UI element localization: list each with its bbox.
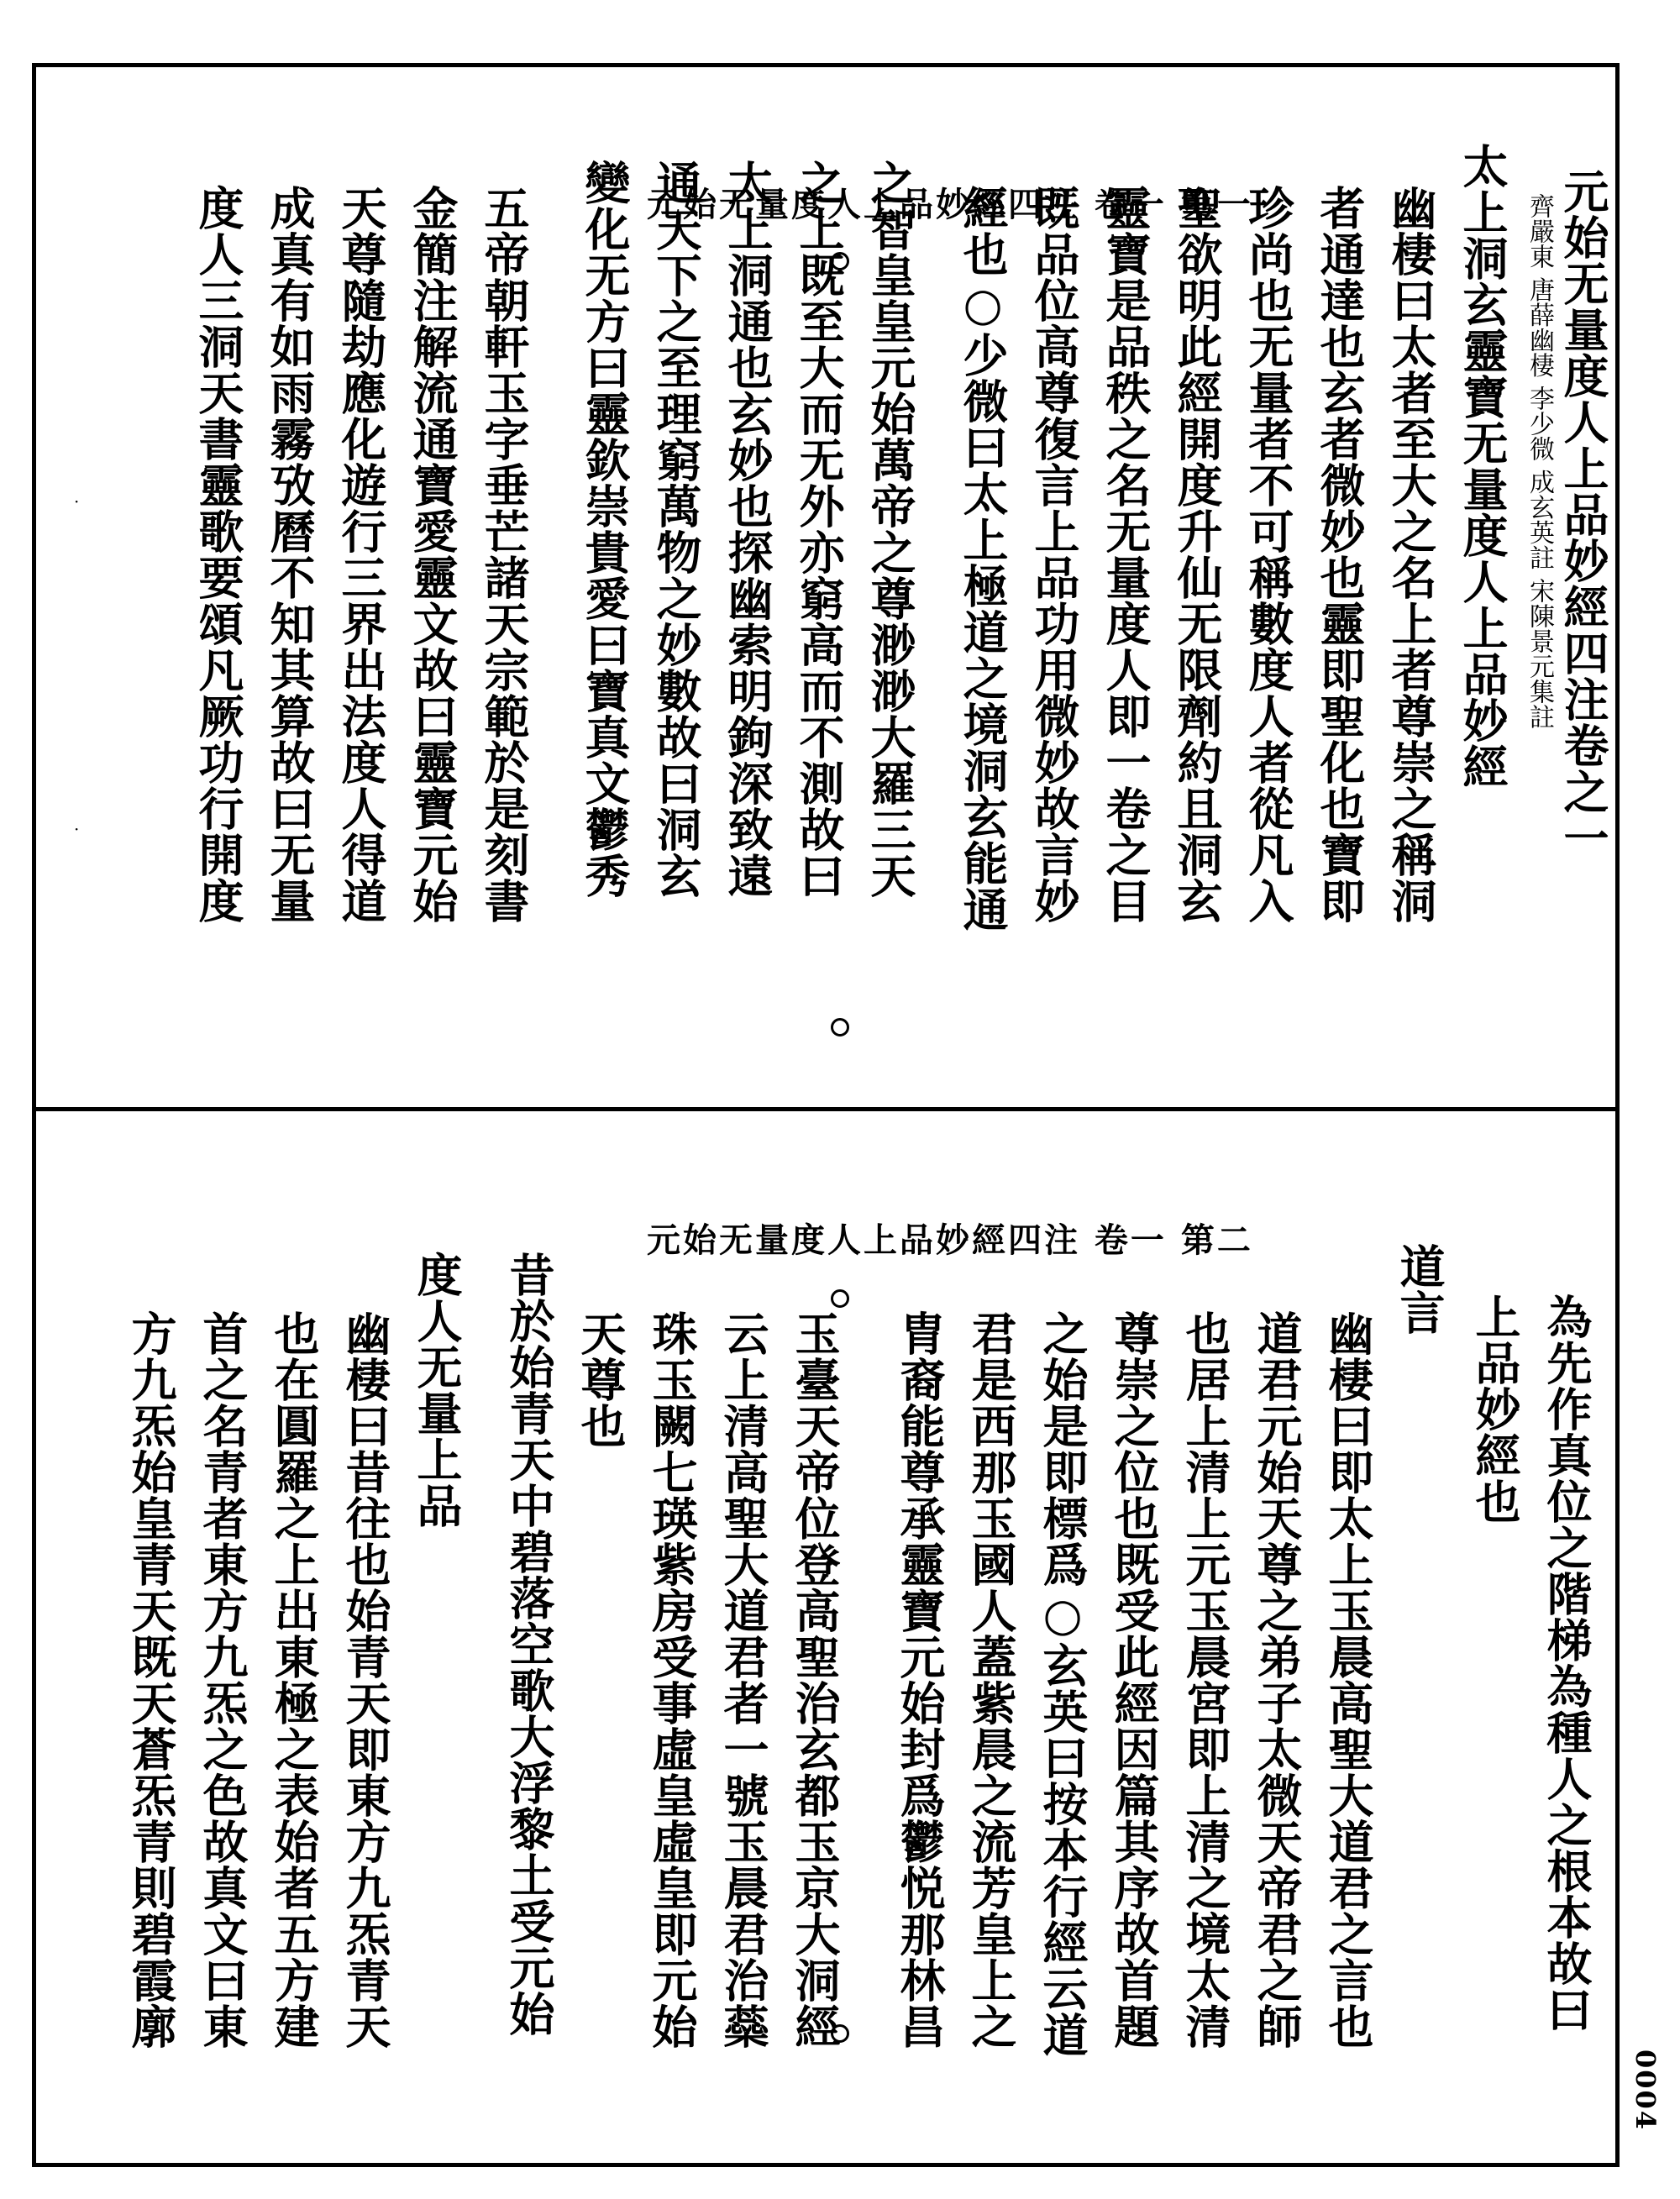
commentary-column: 云上清高聖大道君者一號玉晨君治蘂: [717, 1310, 770, 2049]
commentary-column: 變化无方曰靈欽崇貴愛曰寶真文鬱秀: [578, 160, 632, 899]
commentary-column: 之始是即標爲○玄英曰按本行經云道: [1036, 1310, 1089, 2058]
commentary-column: 首之名青者東方九炁之色故真文曰東: [196, 1310, 249, 2049]
commentary-column: 君是西那玉國人蓋紫晨之流芳皇上之: [964, 1310, 1018, 2049]
text-column: 為先作真位之階梯為種人之根本故曰: [1540, 1294, 1593, 2033]
commentary-column: 聖欲明此經開度升仙无限劑約且洞玄: [1170, 185, 1224, 924]
folio-circle-marker: [831, 252, 849, 270]
commentary-column: 成真有如雨霧攷曆不知其算故曰无量: [263, 185, 317, 924]
running-head-top: 元始无量度人上品妙經四注 卷一 第一: [647, 185, 1253, 224]
folio-circle-marker: [831, 2024, 849, 2043]
commentary-column: 金簡注解流通寶愛靈文故曰靈寶元始: [406, 185, 459, 924]
commentary-column: 幽棲曰即太上玉晨高聖大道君之言也: [1321, 1310, 1375, 2049]
folio-circle-marker: [831, 1289, 849, 1308]
text-column: 太上洞玄靈寶无量度人上品妙經: [1456, 143, 1509, 790]
commentary-column: 天尊隨劫應化遊行三界出法度人得道: [334, 185, 388, 924]
text-column: 上品妙經也: [1468, 1294, 1522, 1525]
commentary-column: 者通達也玄者微妙也靈即聖化也寶即: [1313, 185, 1367, 924]
commentary-column: 太上洞通也玄妙也探幽索明鉤深致遠: [721, 160, 774, 899]
top-panel: [50, 143, 1610, 1092]
text-column: 道言: [1393, 1243, 1446, 1336]
commentary-column: 珍尚也无量者不可稱數度人者從凡入: [1242, 185, 1295, 924]
commentary-column: 幽棲曰昔往也始青天即東方九炁青天: [339, 1310, 392, 2049]
commentary-column: 靈寶是品秩之名无量度人即一卷之目: [1099, 185, 1152, 924]
commentary-column: 玉臺天帝位登高聖治玄都玉京大洞經: [788, 1310, 842, 2049]
commentary-column: 也居上清上元玉晨宮即上清之境太清: [1179, 1310, 1232, 2049]
scripture-title-column: 元始无量度人上品妙經四注卷之一: [1557, 168, 1610, 861]
margin-mark: ·: [74, 819, 80, 839]
commentary-column: 之智皇皇元始萬帝之尊渺渺大羅三天: [864, 160, 917, 899]
commentary-column: 幽棲曰太者至大之名上者尊崇之稱洞: [1384, 185, 1438, 924]
commentary-column: 尊崇之位也既受此經因篇其序故首題: [1107, 1310, 1161, 2049]
commentary-column: 天尊也: [574, 1310, 627, 1449]
commentary-column: 之上既至大而无外亦窮高而不測故曰: [792, 160, 846, 899]
page-number: 0004: [1630, 2049, 1662, 2132]
margin-mark: ·: [74, 491, 80, 512]
commentary-column: 道君元始天尊之弟子太微天帝君之師: [1250, 1310, 1304, 2049]
running-head-bottom: 元始无量度人上品妙經四注 卷一 第二: [647, 1220, 1253, 1260]
commentary-column: 通天下之至理窮萬物之妙數故曰洞玄: [649, 160, 703, 899]
bottom-panel: [50, 1243, 1604, 2142]
text-column: 昔於始青天中碧落空歌大浮黎土受元始: [502, 1252, 556, 2037]
commentary-column: 也在圓羅之上出東極之表始者五方建: [267, 1310, 321, 2049]
commentary-column: 度人三洞天書靈歌要頌凡厥功行開度: [192, 185, 245, 924]
text-column: 度人无量上品: [410, 1252, 464, 1529]
panel-divider: [32, 1107, 1620, 1111]
commentary-column: 胄裔能尊承靈寶元始封爲鬱悦那林昌: [893, 1310, 947, 2049]
commentator-credit-column: 齊嚴東 唐薛幽棲 李少微 成玄英註 宋陳景元集註: [1525, 193, 1554, 730]
commentary-column: 五帝朝軒玉字垂芒諸天宗範於是刻書: [477, 185, 531, 924]
folio-circle-marker: [831, 1018, 849, 1037]
commentary-column: 經也○少微曰太上極道之境洞玄能通: [956, 185, 1010, 932]
commentary-column: 方九炁始皇青天既天蒼炁青則碧霞廓: [124, 1310, 178, 2049]
commentary-column: 珠玉闕七瑛紫房受事虛皇虛皇即元始: [645, 1310, 699, 2049]
commentary-column: 既品位高尊復言上品功用微妙故言妙: [1027, 185, 1081, 924]
